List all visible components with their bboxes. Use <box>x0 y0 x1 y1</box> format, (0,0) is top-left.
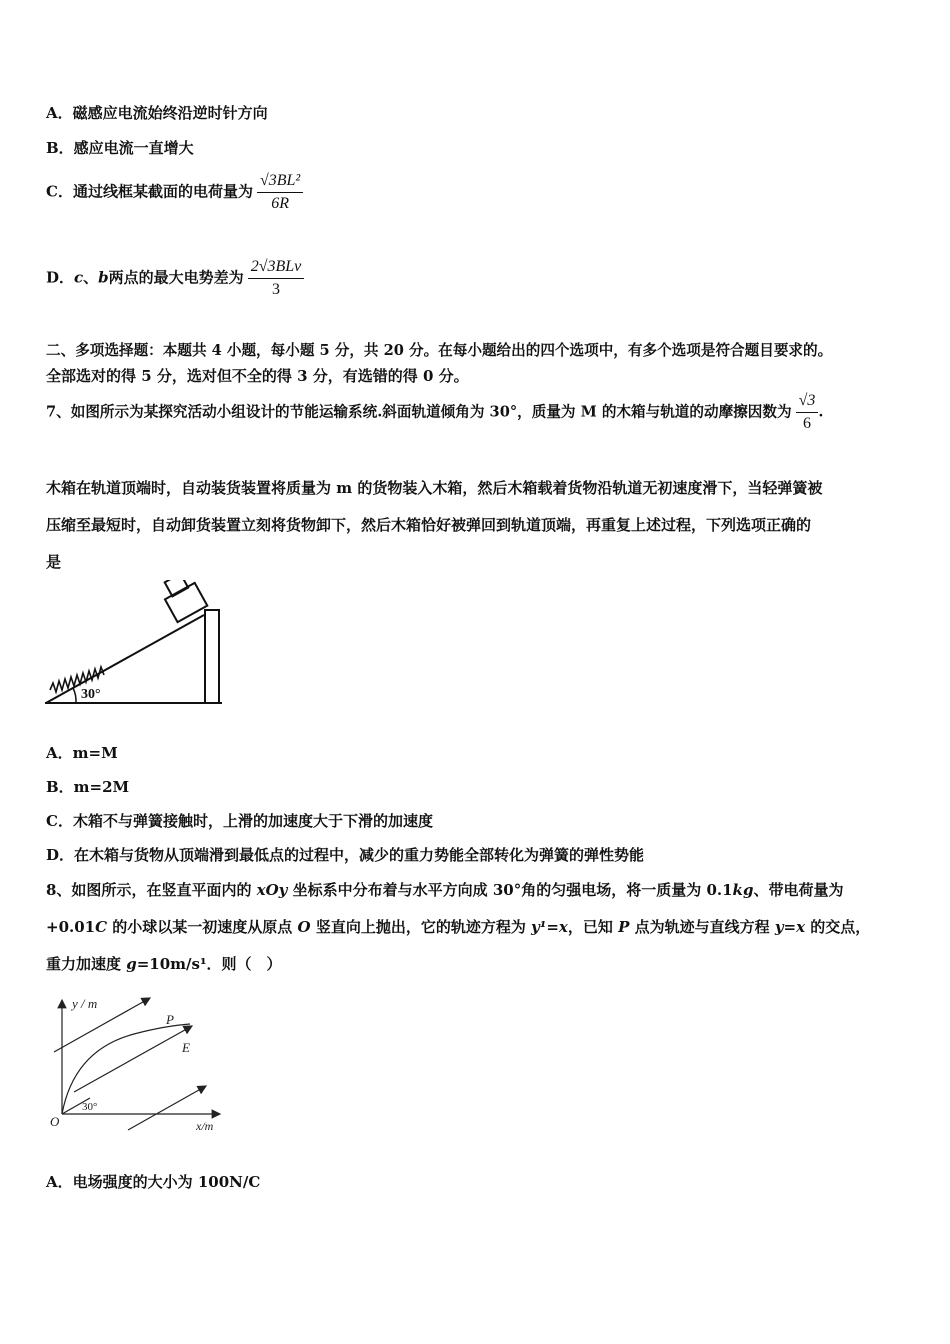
point-c: c <box>74 268 84 287</box>
top-wall <box>205 610 219 703</box>
field-line-3 <box>128 1086 206 1130</box>
q7-option-c: C．木箱不与弹簧接触时，上滑的加速度大于下滑的加速度 <box>46 812 433 830</box>
coordinate-system: xOy <box>256 881 288 899</box>
field-e-label: E <box>182 1040 190 1055</box>
fraction-numerator: 2√3BLv <box>248 258 305 279</box>
field-line-2 <box>74 1026 192 1092</box>
q7-option-b: B．m=2M <box>46 778 130 796</box>
q7-friction-fraction <box>796 392 819 433</box>
q7-stem-line4: 是 <box>46 553 62 571</box>
fraction-denominator: 6R <box>271 195 289 212</box>
incline-slope <box>46 615 204 703</box>
text: +0.01 <box>46 918 96 936</box>
point-b: b <box>98 268 109 287</box>
q8-stem-line2 <box>46 916 870 937</box>
text: 坐标系中分布着与水平方向成 30°角的匀强电场，将一质量为 0.1 <box>287 881 733 899</box>
q7-stem-line1 <box>46 392 823 433</box>
q8-field-figure <box>44 990 226 1132</box>
q7-stem-period: . <box>818 403 824 421</box>
point: P <box>618 918 630 936</box>
fraction-numerator: √3 <box>796 392 819 413</box>
q7-incline-figure <box>44 580 224 708</box>
q8-stem-line1 <box>46 879 843 900</box>
field-line-1 <box>54 998 150 1052</box>
q6-option-d <box>46 258 304 299</box>
q7-stem-line3: 压缩至最短时，自动卸货装置立刻将货物卸下，然后木箱恰好被弹回到轨道顶端，再重复上述过程，下列选项正确的 <box>46 516 812 534</box>
fraction-numerator: √3BL² <box>257 172 303 193</box>
angle-label: 30° <box>81 687 101 702</box>
q6-option-d-letter: D． <box>46 268 75 287</box>
section2-line2: 全部选对的得 5 分，选对但不全的得 3 分，有选错的得 0 分。 <box>46 367 469 385</box>
text: =10m/s¹．则（ ） <box>136 955 282 973</box>
fraction-denominator: 6 <box>802 415 811 432</box>
x-axis-label: x/m <box>196 1119 214 1132</box>
fraction-denominator: 3 <box>271 281 280 298</box>
q6-option-b: B．感应电流一直增大 <box>46 139 194 157</box>
text: ，已知 <box>567 918 619 936</box>
q8-option-a: A．电场强度的大小为 100N/C <box>46 1173 261 1191</box>
text: 点为轨迹与直线方程 <box>629 918 775 936</box>
equation: y¹=x <box>531 918 568 936</box>
angle-arc <box>73 688 76 703</box>
q7-option-d: D．在木箱与货物从顶端滑到最低点的过程中，减少的重力势能全部转化为弹簧的弹性势能 <box>46 846 645 864</box>
point-p-label: P <box>166 1012 174 1027</box>
text: 重力加速度 <box>46 955 127 973</box>
section2-line1: 二、多项选择题：本题共 4 小题，每小题 5 分，共 20 分。在每小题给出的四个选项中，有多个选项是符合题目要求的。 <box>46 342 833 359</box>
separator: 、 <box>83 268 99 287</box>
q6-option-c-text: C．通过线框某截面的电荷量为 <box>46 182 253 201</box>
symbol: g <box>126 955 137 973</box>
q6-option-c-fraction <box>257 172 303 213</box>
text: 8、如图所示，在竖直平面内的 <box>46 881 257 899</box>
text: 竖直向上抛出，它的轨迹方程为 <box>310 918 532 936</box>
q6-option-c <box>46 172 303 213</box>
point: O <box>297 918 311 936</box>
q7-stem-text: 7、如图所示为某探究活动小组设计的节能运输系统.斜面轨道倾角为 30°，质量为 M 的木箱与轨道的动摩擦因数为 <box>46 403 792 421</box>
q6-option-d-fraction <box>248 258 305 299</box>
q6-option-d-text: 两点的最大电势差为 <box>108 268 244 287</box>
angle-label: 30° <box>82 1101 98 1113</box>
text: 的小球以某一初速度从原点 <box>107 918 298 936</box>
unit: kg <box>732 881 754 899</box>
wooden-box <box>158 580 208 622</box>
text: 的交点， <box>805 918 871 936</box>
q8-stem-line3 <box>46 953 282 974</box>
unit: C <box>95 918 108 936</box>
q7-stem-line2: 木箱在轨道顶端时，自动装货装置将质量为 m 的货物装入木箱，然后木箱载着货物沿轨道无初速度滑下，当轻弹簧被 <box>46 479 823 497</box>
text: 、带电荷量为 <box>753 881 844 899</box>
equation: y=x <box>774 918 806 936</box>
origin-label: O <box>50 1114 60 1129</box>
y-axis-label: y / m <box>72 996 98 1011</box>
q6-option-a: A．磁感应电流始终沿逆时针方向 <box>46 104 268 122</box>
q7-option-a: A．m=M <box>46 744 118 762</box>
